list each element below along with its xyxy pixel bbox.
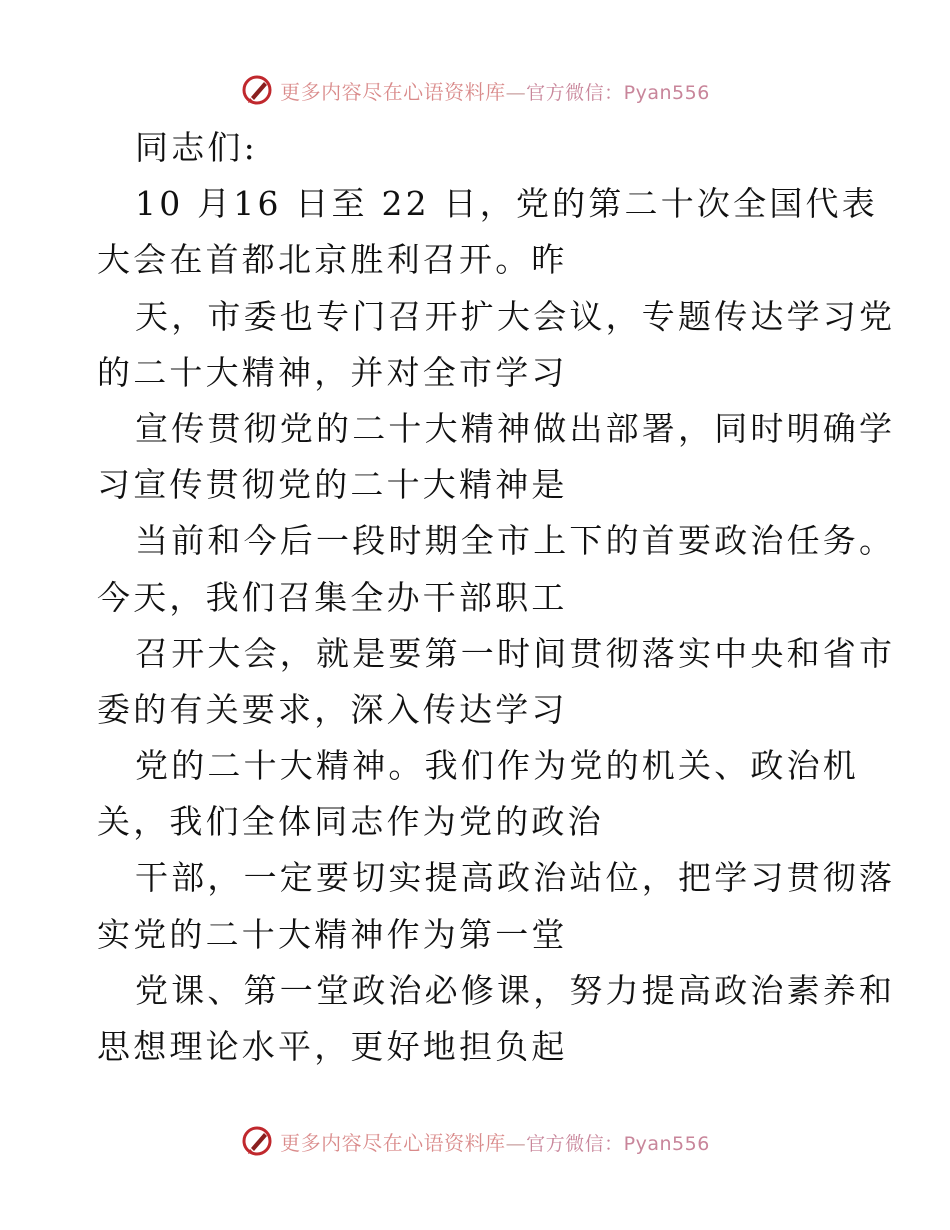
text-line: 党课、第一堂政治必修课，努力提高政治素养和 <box>135 970 896 1010</box>
text-line: 今天，我们召集全办干部职工 <box>97 577 568 617</box>
text-line: 干部，一定要切实提高政治站位，把学习贯彻落 <box>135 858 896 898</box>
watermark-dash: — <box>505 79 527 104</box>
watermark-dash: — <box>505 1130 527 1155</box>
text-line: 的二十大精神，并对全市学习 <box>97 352 568 392</box>
text-line: 党的二十大精神。我们作为党的机关、政治机 <box>135 746 859 786</box>
watermark-site: 更多内容尽在心语资料库 <box>280 1130 506 1155</box>
pen-logo-icon <box>240 1124 274 1158</box>
header-watermark <box>0 70 950 110</box>
watermark-wechat: 官方微信：Pyan556 <box>526 1132 710 1155</box>
text-line: 大会在首都北京胜利召开。昨 <box>97 240 568 280</box>
text-line: 10 月16 日至 22 日，党的第二十次全国代表 <box>135 184 878 224</box>
text-line: 同志们: <box>135 128 258 167</box>
watermark-text <box>280 1127 710 1156</box>
watermark-wechat: 官方微信：Pyan556 <box>526 81 710 104</box>
pen-logo-icon <box>240 73 274 107</box>
text-line: 关，我们全体同志作为党的政治 <box>97 802 604 842</box>
watermark-text <box>280 76 710 105</box>
watermark-site: 更多内容尽在心语资料库 <box>280 79 506 104</box>
text-line: 委的有关要求，深入传达学习 <box>97 689 568 729</box>
text-line: 实党的二十大精神作为第一堂 <box>97 914 568 954</box>
text-line: 宣传贯彻党的二十大精神做出部署，同时明确学 <box>135 408 896 448</box>
text-line: 习宣传贯彻党的二十大精神是 <box>97 465 568 505</box>
document-body <box>97 120 896 1075</box>
text-line: 天，市委也专门召开扩大会议，专题传达学习党 <box>135 296 896 336</box>
text-line: 召开大会，就是要第一时间贯彻落实中央和省市 <box>135 633 896 673</box>
text-line: 思想理论水平，更好地担负起 <box>97 1027 568 1066</box>
footer-watermark <box>0 1121 950 1161</box>
text-line: 当前和今后一段时期全市上下的首要政治任务。 <box>135 521 896 561</box>
